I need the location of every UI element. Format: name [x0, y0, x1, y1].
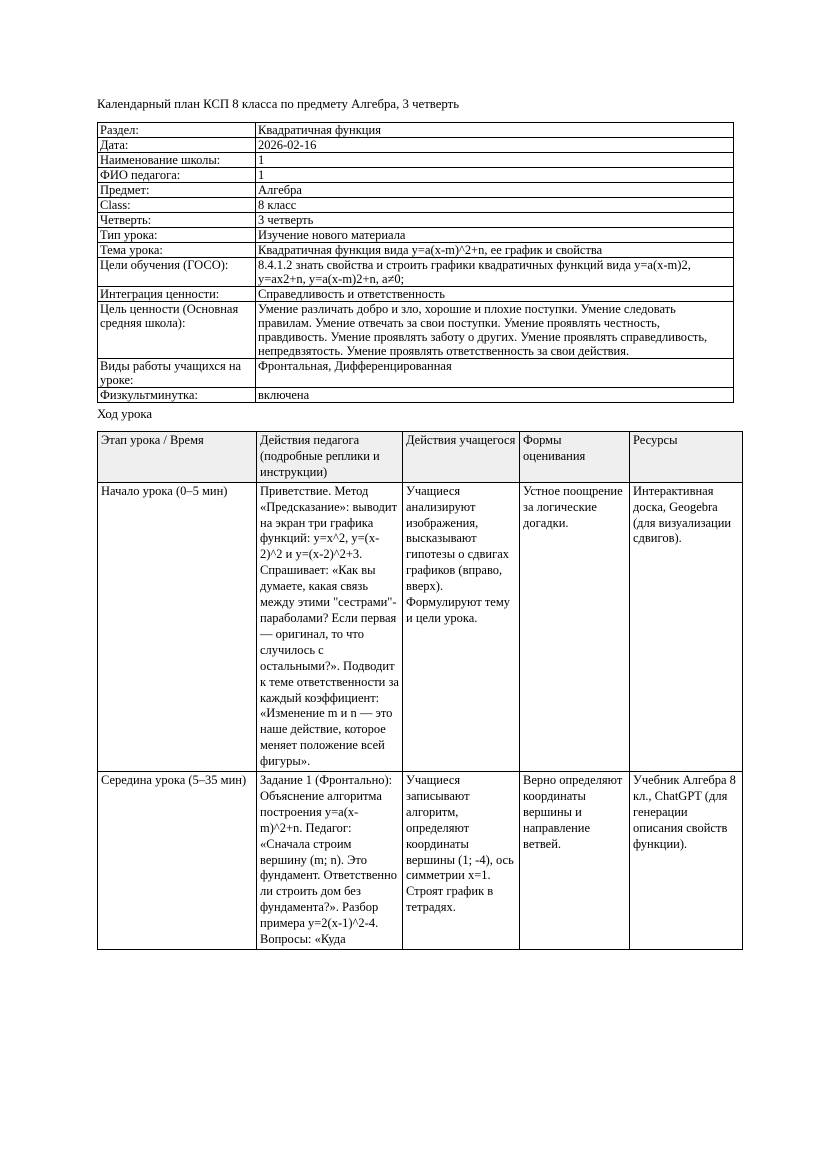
- info-label: Тип урока:: [98, 228, 256, 243]
- info-value: 8 класс: [256, 198, 734, 213]
- column-header-student-actions: Действия учащегося: [403, 432, 520, 483]
- assessment-cell: Верно определяют координаты вершины и направление ветвей.: [520, 772, 630, 950]
- info-label: Цели обучения (ГОСО):: [98, 258, 256, 287]
- info-label: Физкультминутка:: [98, 388, 256, 403]
- info-label: Цель ценности (Основная средняя школа):: [98, 302, 256, 359]
- stage-cell: Середина урока (5–35 мин): [98, 772, 257, 950]
- info-value: Изучение нового материала: [256, 228, 734, 243]
- column-header-resources: Ресурсы: [630, 432, 743, 483]
- table-row: [98, 213, 734, 228]
- info-value: 1: [256, 153, 734, 168]
- info-value: Фронтальная, Дифференцированная: [256, 359, 734, 388]
- info-label: Четверть:: [98, 213, 256, 228]
- table-row: [98, 302, 734, 359]
- table-row: [98, 772, 743, 950]
- info-value: 3 четверть: [256, 213, 734, 228]
- table-row: [98, 228, 734, 243]
- info-value: Квадратичная функция вида y=a(x-m)^2+n, ее график и свойства: [256, 243, 734, 258]
- table-row: [98, 243, 734, 258]
- resources-cell: Интерактивная доска, Geogebra (для визуализации сдвигов).: [630, 482, 743, 771]
- table-row: [98, 138, 734, 153]
- info-label: Раздел:: [98, 123, 256, 138]
- table-row: [98, 198, 734, 213]
- table-header-row: [98, 432, 743, 483]
- table-row: [98, 168, 734, 183]
- column-header-teacher-actions: Действия педагога (подробные реплики и инструкции): [257, 432, 403, 483]
- info-value: Алгебра: [256, 183, 734, 198]
- column-header-assessment: Формы оценивания: [520, 432, 630, 483]
- info-value: Квадратичная функция: [256, 123, 734, 138]
- info-value: Справедливость и ответственность: [256, 287, 734, 302]
- info-value: Умение различать добро и зло, хорошие и плохие поступки. Умение следовать правилам. Умение отвечать за свои поступки. Умение проявлять честность, правдивость. Умение проявлять заботу о других. Умение проявлять справедливость, непредвзятость. Умение проявлять ответственность за свои действия.: [256, 302, 734, 359]
- table-row: [98, 123, 734, 138]
- section-heading: Ход урока: [97, 407, 153, 421]
- table-row: [98, 388, 734, 403]
- info-value: 2026-02-16: [256, 138, 734, 153]
- table-row: [98, 359, 734, 388]
- stage-cell: Начало урока (0–5 мин): [98, 482, 257, 771]
- info-value: 1: [256, 168, 734, 183]
- teacher-actions-cell: Задание 1 (Фронтально): Объяснение алгоритма построения y=a(x-m)^2+n. Педагог: «Сначала строим вершину (m; n). Это фундамент. Ответственно ли строить дом без фундамента?». Разбор примера y=2(x-1)^2-4. Вопросы: «Куда: [257, 772, 403, 950]
- column-header-stage: Этап урока / Время: [98, 432, 257, 483]
- document-page: [97, 96, 736, 950]
- table-row: [98, 287, 734, 302]
- info-label: ФИО педагога:: [98, 168, 256, 183]
- page-title: Календарный план КСП 8 класса по предмету Алгебра, 3 четверть: [97, 97, 460, 111]
- lesson-info-table: [97, 122, 734, 403]
- info-label: Дата:: [98, 138, 256, 153]
- lesson-flow-table: [97, 431, 743, 950]
- info-label: Class:: [98, 198, 256, 213]
- info-label: Предмет:: [98, 183, 256, 198]
- resources-cell: Учебник Алгебра 8 кл., ChatGPT (для генерации описания свойств функции).: [630, 772, 743, 950]
- table-row: [98, 482, 743, 771]
- info-label: Виды работы учащихся на уроке:: [98, 359, 256, 388]
- student-actions-cell: Учащиеся анализируют изображения, высказывают гипотезы о сдвигах графиков (вправо, вверх). Формулируют тему и цели урока.: [403, 482, 520, 771]
- table-row: [98, 153, 734, 168]
- info-label: Тема урока:: [98, 243, 256, 258]
- table-row: [98, 258, 734, 287]
- info-label: Наименование школы:: [98, 153, 256, 168]
- info-value: 8.4.1.2 знать свойства и строить графики квадратичных функций вида y=a(x-m)2, y=ax2+n, y=a(x-m)2+n, a≠0;: [256, 258, 734, 287]
- student-actions-cell: Учащиеся записывают алгоритм, определяют координаты вершины (1; -4), ось симметрии x=1. Строят график в тетрадях.: [403, 772, 520, 950]
- info-label: Интеграция ценности:: [98, 287, 256, 302]
- teacher-actions-cell: Приветствие. Метод «Предсказание»: выводит на экран три графика функций: y=x^2, y=(x-2)^2 и y=(x-2)^2+3. Спрашивает: «Как вы думаете, какая связь между этими "сестрами"-параболами? Если первая — оригинал, то что случилось с остальными?». Подводит к теме ответственности за каждый коэффициент: «Изменение m и n — это наше действие, которое меняет положение всей фигуры».: [257, 482, 403, 771]
- assessment-cell: Устное поощрение за логические догадки.: [520, 482, 630, 771]
- table-row: [98, 183, 734, 198]
- info-value: включена: [256, 388, 734, 403]
